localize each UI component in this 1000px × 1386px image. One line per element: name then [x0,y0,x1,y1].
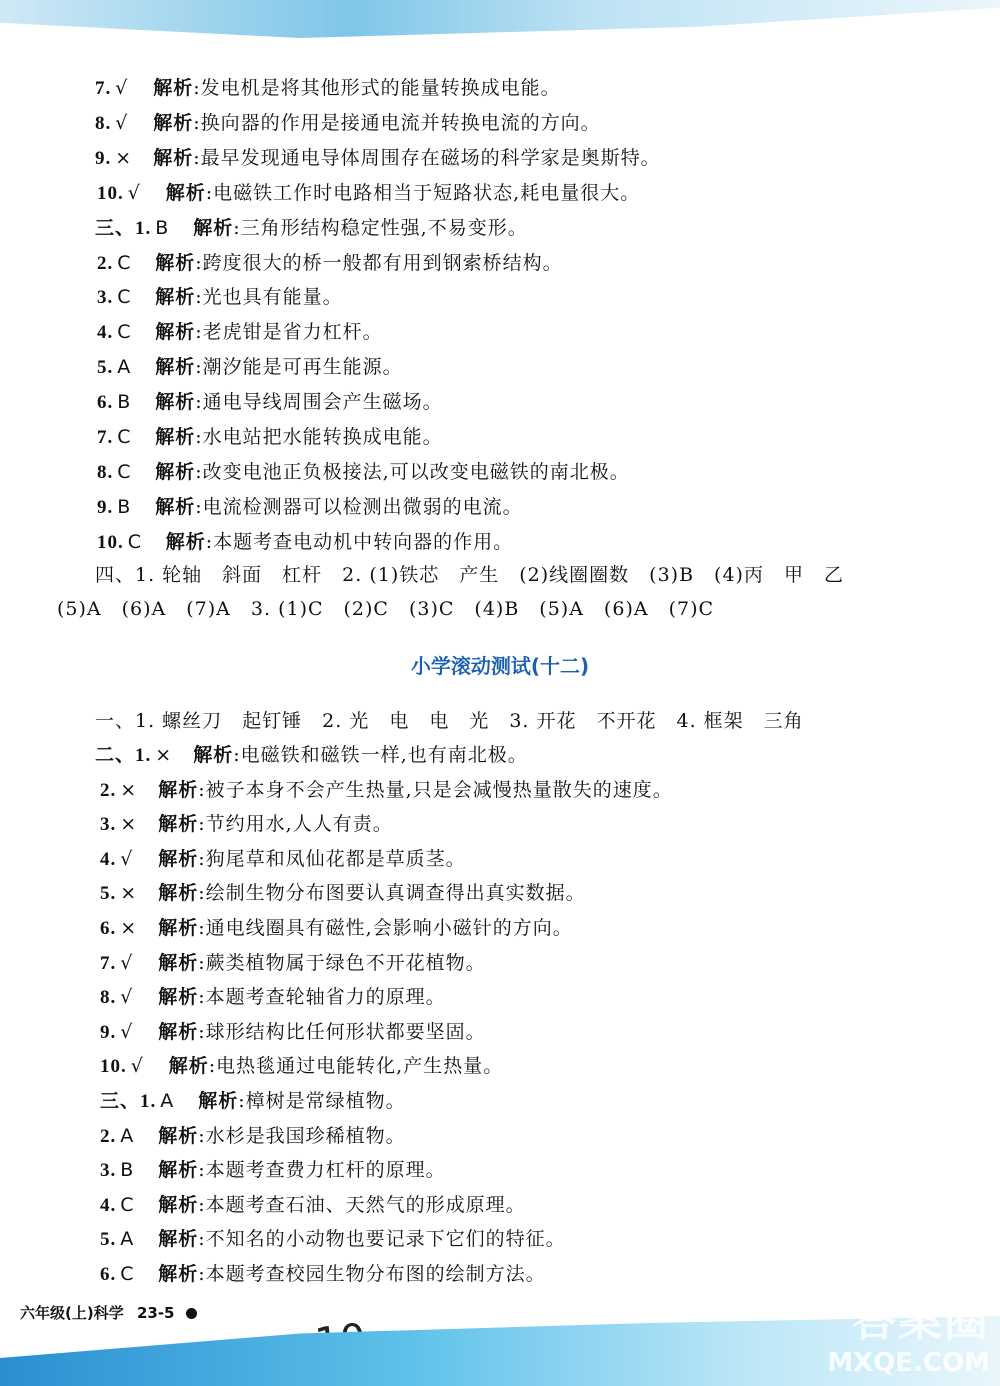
answer-text: :老虎钳是省力杠杆。 [195,321,383,344]
answer-text: :球形结构比任何形状都要坚固。 [198,1020,486,1043]
answer-key: 解析 [155,391,196,414]
answer-mark: √ [115,77,129,99]
footer-code: 23-5 [136,1304,175,1322]
answer-key: 解析 [153,77,194,99]
answer-text: :本题考查轮轴省力的原理。 [198,986,446,1009]
footer [20,1302,197,1323]
answer-num: 4. [97,322,114,344]
answer-text: :通电线圈具有磁性,会影响小磁针的方向。 [198,917,573,939]
answer-line [97,355,403,380]
answer-key: 解析 [158,813,199,836]
answer-text: :本题考查费力杠杆的原理。 [198,1159,446,1182]
answer-num: 6. [97,392,114,414]
answer-key: 解析 [158,882,199,905]
answer-key: 解析 [155,426,196,448]
answer-mark: C [120,1263,135,1285]
answer-line [100,881,586,906]
answer-key: 解析 [155,495,196,518]
answer-text: :绘制生物分布图要认真调查得出真实数据。 [198,882,586,905]
answer-text: :通电导线周围会产生磁场。 [195,391,443,414]
answer-key: 解析 [155,460,196,483]
answer-num: 2. [97,252,114,274]
answer-num: 9. [97,496,114,518]
answer-num: 8. [97,461,114,483]
answer-line [97,285,343,310]
answer-key: 解析 [193,744,234,766]
answer-mark: √ [127,181,141,204]
answer-mark: B [117,391,132,414]
answer-mark: √ [120,1020,134,1043]
answer-key: 解析 [158,1124,199,1147]
answer-mark: A [160,1090,175,1112]
answer-text: :改变电池正负极接法,可以改变电磁铁的南北极。 [195,460,630,483]
answer-mark: C [117,286,132,309]
answer-num: 5. [100,1229,117,1251]
answer-num: 8. [100,987,117,1009]
answer-mark: A [120,1124,135,1147]
answer-text: :蕨类植物属于绿色不开花植物。 [198,951,486,974]
answer-mark: √ [130,1055,144,1078]
answer-line [100,1193,526,1218]
answer-line [95,76,561,101]
section-one-line: 一、1. 螺丝刀 起钉锤 2. 光 电 电 光 3. 开花 不开花 4. 框架 三角 [95,710,804,732]
answer-num: 6. [100,1264,117,1285]
answer-line [100,1124,406,1149]
answer-text: :被子本身不会产生热量,只是会减慢热量散失的速度。 [198,778,673,801]
answer-line [97,251,563,276]
answer-text: :樟树是常绿植物。 [238,1090,406,1112]
watermark-logo: 答案圈 [852,1295,990,1346]
answer-mark: C [120,1193,135,1216]
answer-text: :不知名的小动物也要记录下它们的特征。 [198,1228,566,1251]
answer-mark: √ [115,111,129,134]
answer-line [97,495,523,520]
answer-line [100,1020,486,1045]
answer-line [100,1262,546,1287]
answer-text: :本题考查电动机中转向器的作用。 [205,530,514,553]
answer-mark: C [117,321,132,344]
answer-key: 解析 [168,1055,209,1078]
answer-text: :狗尾草和凤仙花都是草质茎。 [198,847,466,870]
answer-key: 解析 [158,986,199,1009]
answer-text: :电流检测器可以检测出微弱的电流。 [195,495,523,518]
answer-num: 6. [100,918,117,939]
answer-num: 二、1. [95,745,152,766]
answer-mark: C [127,530,143,553]
answer-line [95,111,601,136]
answer-key: 解析 [158,1020,199,1043]
answer-key: 解析 [165,181,206,204]
answer-key: 解析 [158,847,199,870]
answer-key: 解析 [153,111,194,134]
answer-text: :发电机是将其他形式的能量转换成电能。 [193,77,561,99]
answer-num: 10. [97,182,124,204]
answer-line [97,181,640,206]
answer-text: :电磁铁和磁铁一样,也有南北极。 [233,744,528,766]
answer-mark: × [120,882,138,905]
answer-num: 3. [100,1160,117,1182]
section-four-line2: (5)A (6)A (7)A 3. (1)C (2)C (3)C (4)B (5)A (6)A (7)C [57,598,715,620]
answer-key: 解析 [158,1228,199,1251]
answer-num: 3. [97,287,114,309]
answer-num: 4. [100,848,117,870]
answer-key: 解析 [158,1263,199,1285]
answer-mark: × [155,744,173,766]
answer-line [100,812,393,837]
answer-line [97,320,383,345]
answer-mark: A [120,1228,135,1251]
watermark [827,1284,990,1378]
answer-key: 解析 [155,251,196,274]
answer-key: 解析 [158,917,199,939]
answer-mark: × [120,813,138,836]
answer-mark: C [117,251,132,274]
answer-key: 解析 [155,321,196,344]
answer-key: 解析 [193,216,234,239]
answer-key: 解析 [158,951,199,974]
answer-mark: C [117,426,132,448]
answer-num: 9. [100,1021,117,1043]
watermark-url: MXQE.COM [827,1348,990,1378]
answer-text: :电热毯通过电能转化,产生热量。 [208,1055,504,1078]
answer-key: 解析 [158,778,199,801]
answer-line [95,216,528,241]
answer-mark: B [120,1159,135,1182]
answer-key: 解析 [198,1090,239,1112]
answer-mark: B [155,216,170,239]
answer-line [97,530,513,555]
section-title: 小学滚动测试(十二) [410,654,590,678]
answer-key: 解析 [155,286,196,309]
footer-label: 六年级(上)科学 [20,1304,124,1322]
answer-mark: B [117,495,132,518]
answer-mark: × [115,146,133,169]
answer-num: 7. [97,427,114,448]
answer-num: 三、1. [95,217,152,239]
answer-mark: √ [120,951,134,974]
answer-key: 解析 [158,1159,199,1182]
answer-line [95,146,661,171]
answer-line [100,1158,446,1183]
answer-mark: × [120,778,138,801]
answer-text: :节约用水,人人有责。 [198,813,393,836]
section-four-line1: 四、1. 轮轴 斜面 杠杆 2. (1)铁芯 产生 (2)线圈圈数 (3)B (4)丙 甲 乙 [95,564,844,586]
answer-line [100,1054,503,1079]
answer-text: :本题考查石油、天然气的形成原理。 [198,1193,526,1216]
answer-num: 三、1. [100,1091,157,1112]
answer-key: 解析 [155,356,196,379]
answer-text: :本题考查校园生物分布图的绘制方法。 [198,1263,546,1285]
answer-num: 7. [95,78,112,99]
answer-num: 4. [100,1194,117,1216]
answer-num: 10. [100,1056,127,1078]
answer-num: 7. [100,952,117,974]
answer-line [100,1089,406,1114]
answer-text: :水杉是我国珍稀植物。 [198,1124,406,1147]
answer-line [100,951,486,976]
answer-text: :光也具有能量。 [195,286,343,309]
answer-mark: √ [120,847,134,870]
answer-line [100,847,466,872]
answer-text: :三角形结构稳定性强,不易变形。 [233,216,528,239]
answer-text: :换向器的作用是接通电流并转换电流的方向。 [193,111,601,134]
footer-dot [186,1308,197,1319]
answer-key: 解析 [153,146,194,169]
answer-mark: A [117,356,132,379]
answer-line [95,743,528,768]
answer-num: 5. [97,357,114,379]
answer-mark: √ [120,986,134,1009]
answer-line [97,460,630,485]
answer-text: :水电站把水能转换成电能。 [195,426,443,448]
answer-line [100,985,446,1010]
answer-line [97,425,443,450]
top-decor-band [0,0,1000,38]
answer-line [100,916,573,941]
answer-mark: × [120,917,138,939]
answer-num: 3. [100,814,117,836]
answer-text: :潮汐能是可再生能源。 [195,356,403,379]
answer-key: 解析 [158,1193,199,1216]
answer-mark: C [117,460,132,483]
answer-key: 解析 [165,530,206,553]
answer-num: 10. [97,531,124,553]
answer-line [100,778,673,803]
answer-num: 2. [100,1125,117,1147]
answer-num: 2. [100,779,117,801]
answer-num: 9. [95,147,112,169]
answer-text: :电磁铁工作时电路相当于短路状态,耗电量很大。 [205,181,641,204]
answer-num: 5. [100,883,117,905]
answer-text: :跨度很大的桥一般都有用到钢索桥结构。 [195,251,563,274]
answer-text: :最早发现通电导体周围存在磁场的科学家是奥斯特。 [193,146,661,169]
answer-num: 8. [95,112,112,134]
answer-line [97,390,443,415]
answer-line [100,1227,566,1252]
